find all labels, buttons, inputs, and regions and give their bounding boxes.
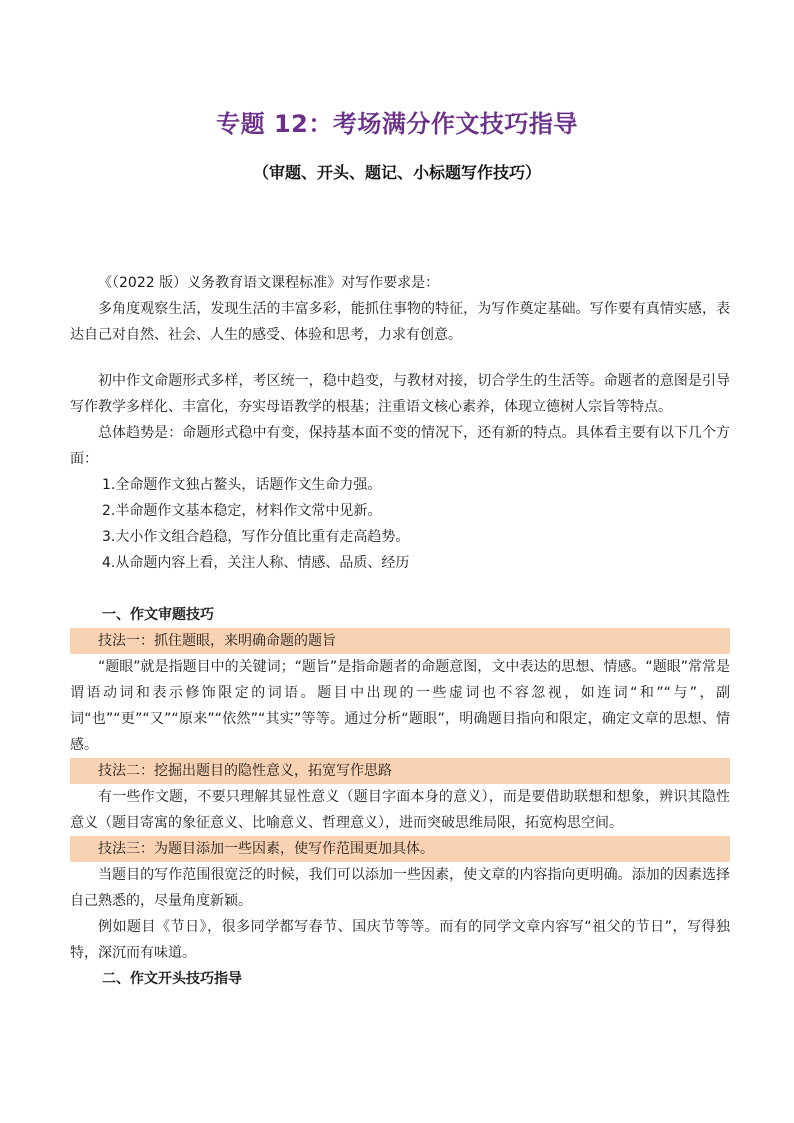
technique-3-example: 例如题目《节日》，很多同学都写春节、国庆节等等。而有的同学文章内容写“祖父的节日”，写得独特，深沉而有味道。 <box>70 919 730 961</box>
writing-requirement: 多角度观察生活，发现生活的丰富多彩，能抓住事物的特征，为写作奠定基础。写作要有真情实感，表达自己对自然、社会、人生的感受、体验和思考，力求有创意。 <box>70 301 730 343</box>
section-2-heading: 二、作文开头技巧指导 <box>102 971 242 987</box>
document-body <box>70 270 730 992</box>
trend-paragraph-2: 总体趋势是：命题形式稳中有变，保持基本面不变的情况下，还有新的特点。具体看主要有以下几个方面： <box>70 425 730 467</box>
technique-1-body: “题眼”就是指题目中的关键词；“题旨”是指命题者的命题意图，文中表达的思想、情感。“题眼”常常是谓语动词和表示修饰限定的词语。题目中出现的一些虚词也不容忽视，如连词“和”“与”，副词“也”“更”“又”“原来”“依然”“其实”等等。通过分析“题眼”，明确题目指向和限定，确定文章的思想、情感。 <box>70 659 730 753</box>
technique-3-label: 技法三：为题目添加一些因素，使写作范围更加具体。 <box>70 836 730 862</box>
trend-paragraph-1: 初中作文命题形式多样，考区统一，稳中趋变，与教材对接，切合学生的生活等。命题者的意图是引导写作教学多样化、丰富化，夯实母语教学的根基；注重语文核心素养，体现立德树人宗旨等特点。 <box>70 373 730 415</box>
section-1-heading: 一、作文审题技巧 <box>102 607 214 623</box>
technique-1-label: 技法一：抓住题眼，来明确命题的题旨 <box>70 628 730 654</box>
technique-2-body: 有一些作文题，不要只理解其显性意义（题目字面本身的意义），而是要借助联想和想象，辨识其隐性意义（题目寄寓的象征意义、比喻意义、哲理意义），进而突破思维局限，拓宽构思空间。 <box>70 789 730 831</box>
page-title: 专题 12：考场满分作文技巧指导 <box>216 110 578 138</box>
standard-citation: 《（2022 版）义务教育语文课程标准》对写作要求是： <box>98 275 440 291</box>
technique-3-body: 当题目的写作范围很宽泛的时候，我们可以添加一些因素，使文章的内容指向更明确。添加的因素选择自己熟悉的，尽量角度新颖。 <box>70 867 730 909</box>
page-subtitle: （审题、开头、题记、小标题写作技巧） <box>252 163 541 182</box>
trend-item-1: 1.全命题作文独占鳌头，话题作文生命力强。 <box>102 477 382 493</box>
trend-item-3: 3.大小作文组合趋稳，写作分值比重有走高趋势。 <box>102 529 410 545</box>
technique-2-label: 技法二：挖掘出题目的隐性意义，拓宽写作思路 <box>70 758 730 784</box>
trend-item-4: 4.从命题内容上看，关注人称、情感、品质、经历 <box>102 555 410 571</box>
trend-item-2: 2.半命题作文基本稳定，材料作文常中见新。 <box>102 503 382 519</box>
